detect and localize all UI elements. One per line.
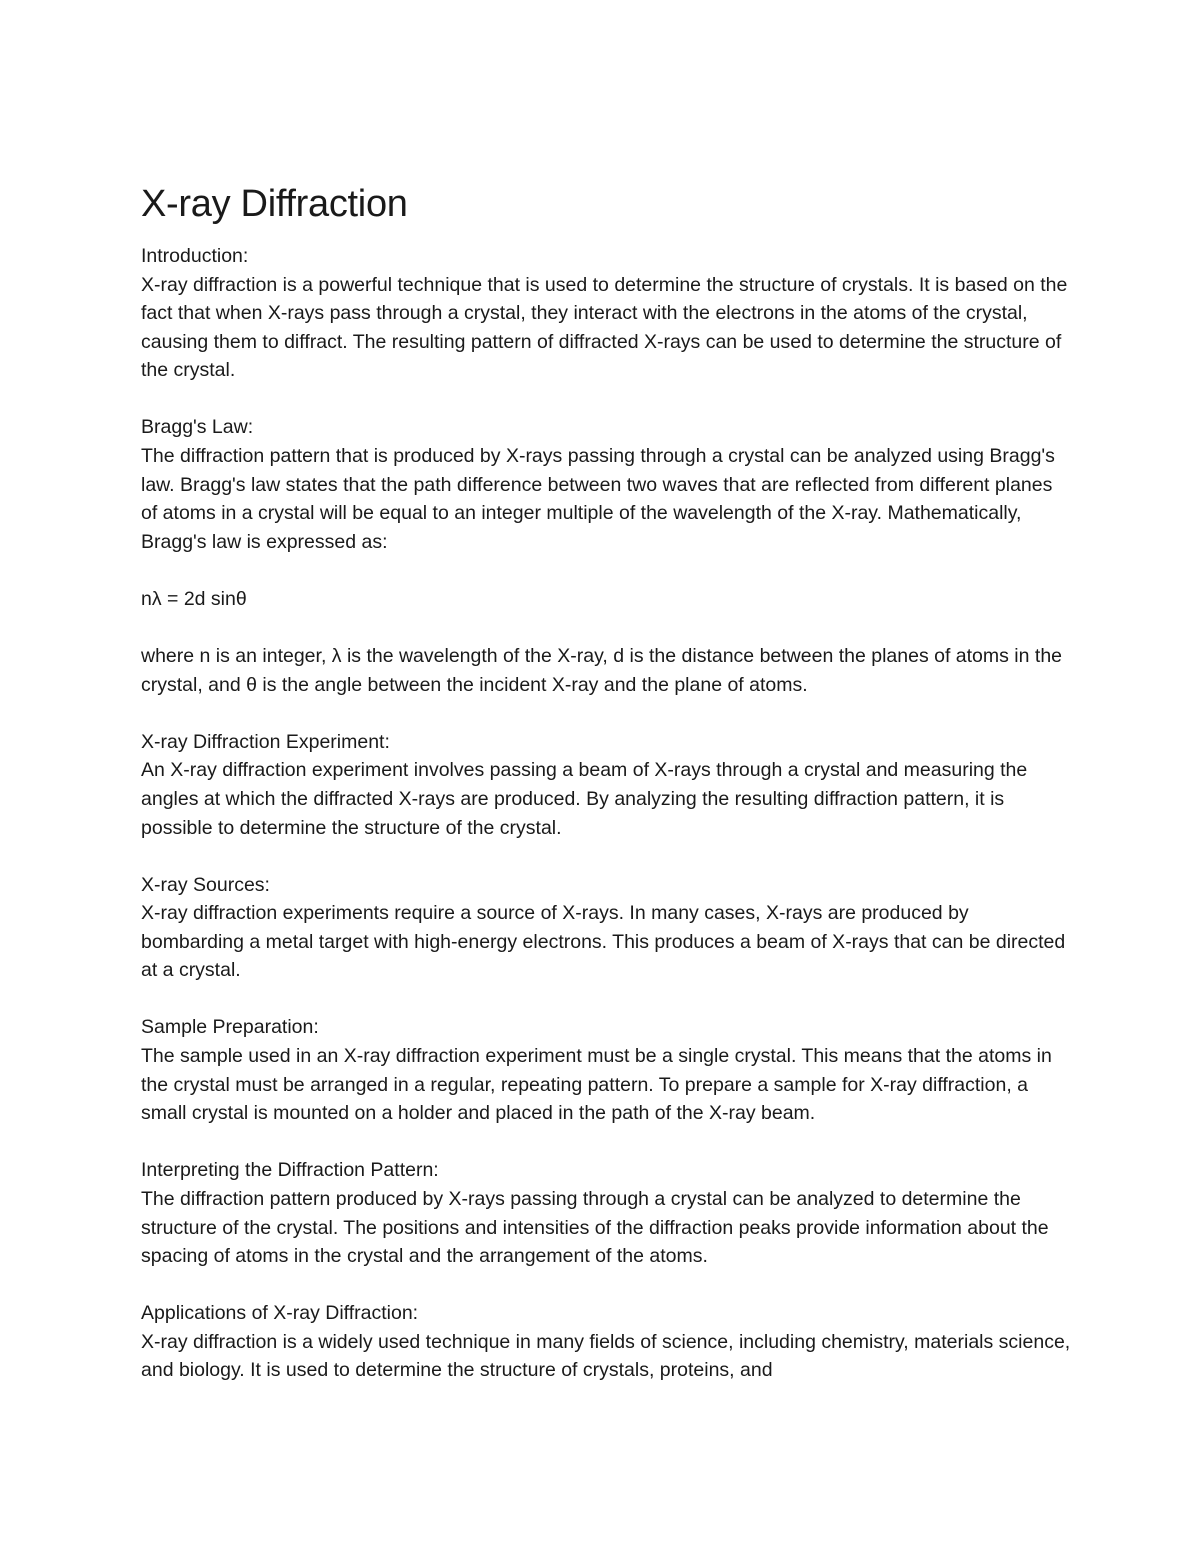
section-paragraph: The diffraction pattern produced by X-rays passing through a crystal can be analyzed to determine the structure of the crystal. The positions and intensities of the diffraction peaks provide information about the spacing of atoms in the crystal and the arrangement of the atoms. [141, 1187, 1049, 1268]
section-heading: Introduction: [141, 245, 249, 267]
section-paragraph: An X-ray diffraction experiment involves passing a beam of X-rays through a crystal and measuring the angles at which the diffracted X-rays are produced. By analyzing the resulting diffraction pattern, it is possible to determine the structure of the crystal. [141, 759, 1028, 839]
section-paragraph: X-ray diffraction is a powerful technique that is used to determine the structure of crystals. It is based on the fact that when X-rays pass through a crystal, they interact with the electrons in the atoms of the crystal, causing them to diffract. The resulting pattern of diffracted X-rays can be used to determine the structure of the crystal. [141, 273, 1068, 382]
section-xray-sources [141, 871, 1071, 985]
section-heading: Applications of X-ray Diffraction: [141, 1302, 419, 1325]
section-braggs-law [141, 413, 1071, 699]
document-title: X-ray Diffraction [141, 183, 408, 225]
section-heading: Sample Preparation: [141, 1016, 319, 1039]
section-applications [141, 1299, 1071, 1385]
braggs-law-formula: nλ = 2d sinθ [141, 587, 247, 610]
section-experiment [141, 728, 1071, 842]
document-page [141, 178, 1071, 1414]
section-paragraph: X-ray diffraction is a widely used technique in many fields of science, including chemistry, materials science, and biology. It is used to determine the structure of crystals, proteins, and [141, 1330, 1071, 1382]
section-heading: X-ray Diffraction Experiment: [141, 730, 390, 753]
section-introduction [141, 242, 1071, 385]
section-interpreting-pattern [141, 1156, 1071, 1270]
section-paragraph: X-ray diffraction experiments require a source of X-rays. In many cases, X-rays are produced by bombarding a metal target with high-energy electrons. This produces a beam of X-rays that can be directed at a crystal. [141, 902, 1066, 982]
section-sample-preparation [141, 1013, 1071, 1127]
section-paragraph: The diffraction pattern that is produced by X-rays passing through a crystal can be analyzed using Bragg's law. Bragg's law states that the path difference between two waves that are reflected from different planes of atoms in a crystal will be equal to an integer multiple of the wavelength of the X-ray. Mathematically, Bragg's law is expressed as: [141, 445, 1055, 553]
section-heading: Interpreting the Diffraction Pattern: [141, 1159, 439, 1182]
section-heading: X-ray Sources: [141, 873, 270, 896]
section-heading: Bragg's Law: [141, 416, 254, 439]
section-paragraph: The sample used in an X-ray diffraction experiment must be a single crystal. This means that the atoms in the crystal must be arranged in a regular, repeating pattern. To prepare a sample for X-ray diffraction, a small crystal is mounted on a holder and placed in the path of the X-ray beam. [141, 1045, 1052, 1125]
formula-explanation: where n is an integer, λ is the wavelength of the X-ray, d is the distance between the planes of atoms in the crystal, and θ is the angle between the incident X-ray and the plane of atoms. [141, 645, 1063, 696]
